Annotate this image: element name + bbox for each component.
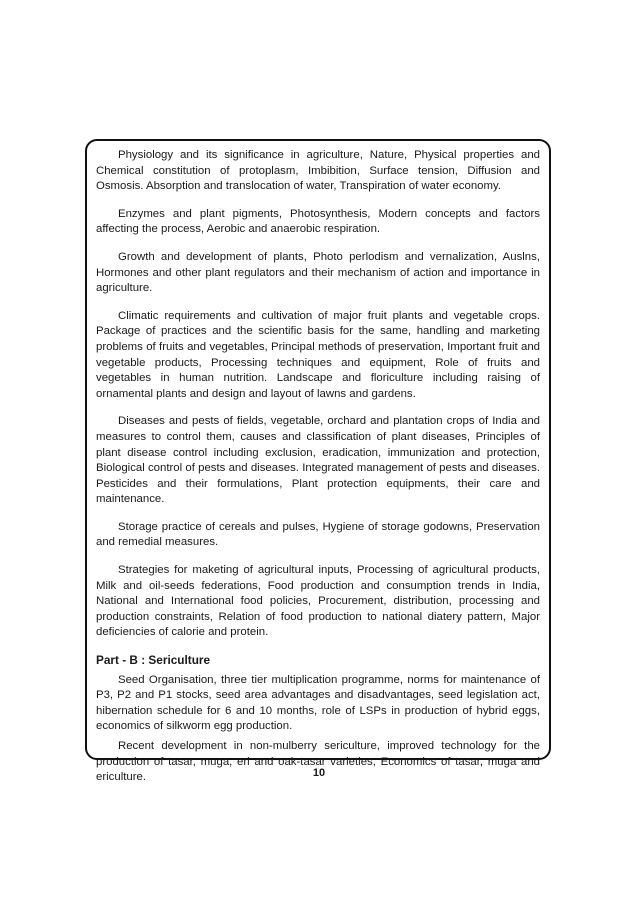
paragraph-non-mulberry: Recent development in non-mulberry sericulture, improved technology for the production of tasar, muga, eri and oak-tasar varieties, Economics of tasar, muga and ericulture. — [96, 740, 540, 784]
paragraph-physiology: Physiology and its significance in agriculture, Nature, Physical properties and Chemical constitution of protoplasm, Imbibition, Surface tension, Diffusion and Osmosis. Absorption and translocation of water, Transpiration of water economy. — [96, 149, 540, 193]
paragraph-diseases: Diseases and pests of fields, vegetable, orchard and plantation crops of India and measures to control them, causes and classification of plant diseases, Principles of plant disease control including exclusion, eradication, immunization and protection, Biological control of pests and diseases. Integrated management of pests and diseases. Pesticides and their formulations, Plant protection equipments, their care and maintenance. — [96, 415, 540, 506]
paragraph-enzymes: Enzymes and plant pigments, Photosynthesis, Modern concepts and factors affecting the process, Aerobic and anaerobic respiration. — [96, 207, 540, 236]
paragraph-climatic: Climatic requirements and cultivation of major fruit plants and vegetable crops. Package of practices and the scientific basis for the same, handling and marketing problems of fruits and vegetables, Principal methods of preservation, Important fruit and vegetable products, Processing techniques and equipment, Role of fruits and vegetables in human nutrition. Landscape and floriculture including raising of ornamental plants and design and layout of lawns and gardens. — [96, 309, 540, 400]
paragraph-storage: Storage practice of cereals and pulses, Hygiene of storage godowns, Preservation and remedial measures. — [96, 520, 540, 549]
page-number: 10 — [312, 767, 326, 779]
syllabus-content — [96, 148, 540, 790]
section-heading-sericulture: Part - B : Sericulture — [96, 653, 211, 668]
paragraph-seed-organisation: Seed Organisation, three tier multiplication programme, norms for maintenance of P3, P2 and P1 stocks, seed area advantages and disadvantages, seed legislation act, hibernation schedule for 6 and 10 months, role of LSPs in production of hybrid eggs, economics of silkworm egg production. — [96, 673, 540, 733]
paragraph-strategies: Strategies for maketing of agricultural inputs, Processing of agricultural products, Milk and oil-seeds federations, Food production and consumption trends in India, National and International food policies, Procurement, distribution, processing and production constraints, Relation of food production to national diatery pattern, Major deficiencies of calorie and protein. — [96, 564, 540, 639]
paragraph-growth: Growth and development of plants, Photo perlodism and vernalization, Auslns, Hormones and other plant regulators and their mechanism of action and importance in agriculture. — [96, 250, 540, 295]
